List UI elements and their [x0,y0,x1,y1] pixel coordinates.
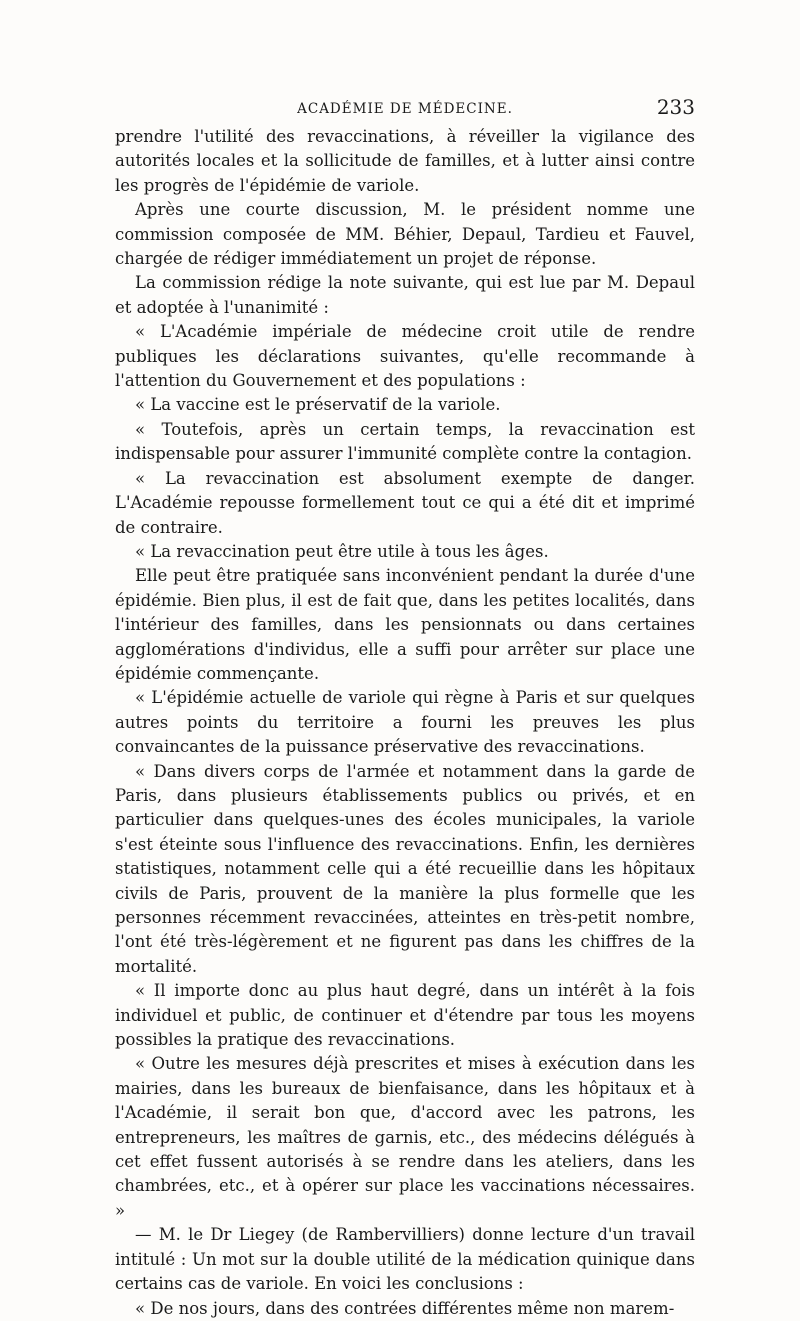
paragraph: « De nos jours, dans des contrées différentes même non marem- [135,1298,675,1318]
paragraph: La commission rédige la note suivante, qui est lue par M. Depaul et adoptée à l'unanimité : [115,273,695,317]
paragraph: « L'épidémie actuelle de variole qui règne à Paris et sur quelques autres points du territoire a fourni les preuves les plus convaincantes de la puissance préservative des revaccinations. [115,688,695,757]
paragraph: « Il importe donc au plus haut degré, dans un intérêt à la fois individuel et public, de continuer et d'étendre par tous les moyens possibles la pratique des revaccinations. [115,981,695,1050]
paragraph: « La revaccination peut être utile à tous les âges. [135,541,549,561]
paragraph: « Toutefois, après un certain temps, la revaccination est indispensable pour assurer l'immunité complète contre la contagion. [115,419,695,464]
paragraph: prendre l'utilité des revaccinations, à réveiller la vigilance des autorités locales et la sollicitude de familles, et à lutter ainsi contre les progrès de l'épidémie de variole. [115,127,695,195]
paragraph: — M. le Dr Liegey (de Rambervilliers) donne lecture d'un travail intitulé : Un mot sur la double utilité de la médication quinique dans certains cas de variole. En voici les conclusions : [115,1225,695,1294]
paragraph: Après une courte discussion, M. le président nomme une commission composée de MM. Béhier, Depaul, Tardieu et Fauvel, chargée de rédiger immédiatement un projet de réponse. [115,200,695,269]
body-text [115,125,695,1321]
document-page [115,95,695,1321]
paragraph: « La revaccination est absolument exempte de danger. L'Académie repousse formellement tout ce qui a été dit et imprimé de contraire. [115,468,695,537]
paragraph: « L'Académie impériale de médecine croit utile de rendre publiques les déclarations suivantes, qu'elle recommande à l'attention du Gouvernement et des populations : [115,322,695,391]
paragraph: « La vaccine est le préservatif de la variole. [135,395,501,415]
page-header [115,95,695,125]
paragraph: « Outre les mesures déjà prescrites et mises à exécution dans les mairies, dans les bureaux de bienfaisance, dans les hôpitaux et à l'Académie, il serait bon que, d'accord avec les patrons, les entrepreneurs, les maîtres de garnis, etc., des médecins délégués à cet effet fussent autorisés à se rendre dans les ateliers, dans les chambrées, etc., et à opérer sur place les vaccinations nécessaires. » [115,1054,695,1220]
paragraph: Elle peut être pratiquée sans inconvénient pendant la durée d'une épidémie. Bien plus, il est de fait que, dans les petites localités, dans l'intérieur des familles, dans les pensionnats ou dans certaines agglomérations d'individus, elle a suffi pour arrêter sur place une épidémie commençante. [115,566,695,683]
page-number: 233 [656,95,695,119]
running-title: ACADÉMIE DE MÉDECINE. [297,101,513,117]
paragraph: « Dans divers corps de l'armée et notamment dans la garde de Paris, dans plusieurs établissements publics ou privés, et en particulier dans quelques-unes des écoles municipales, la variole s'est éteinte sous l'influence des revaccinations. Enfin, les dernières statistiques, notamment celle qui a été recueillie dans les hôpitaux civils de Paris, prouvent de la manière la plus formelle que les personnes récemment revaccinées, atteintes en très-petit nombre, l'ont été très-légèrement et ne figurent pas dans les chiffres de la mortalité. [115,761,695,976]
